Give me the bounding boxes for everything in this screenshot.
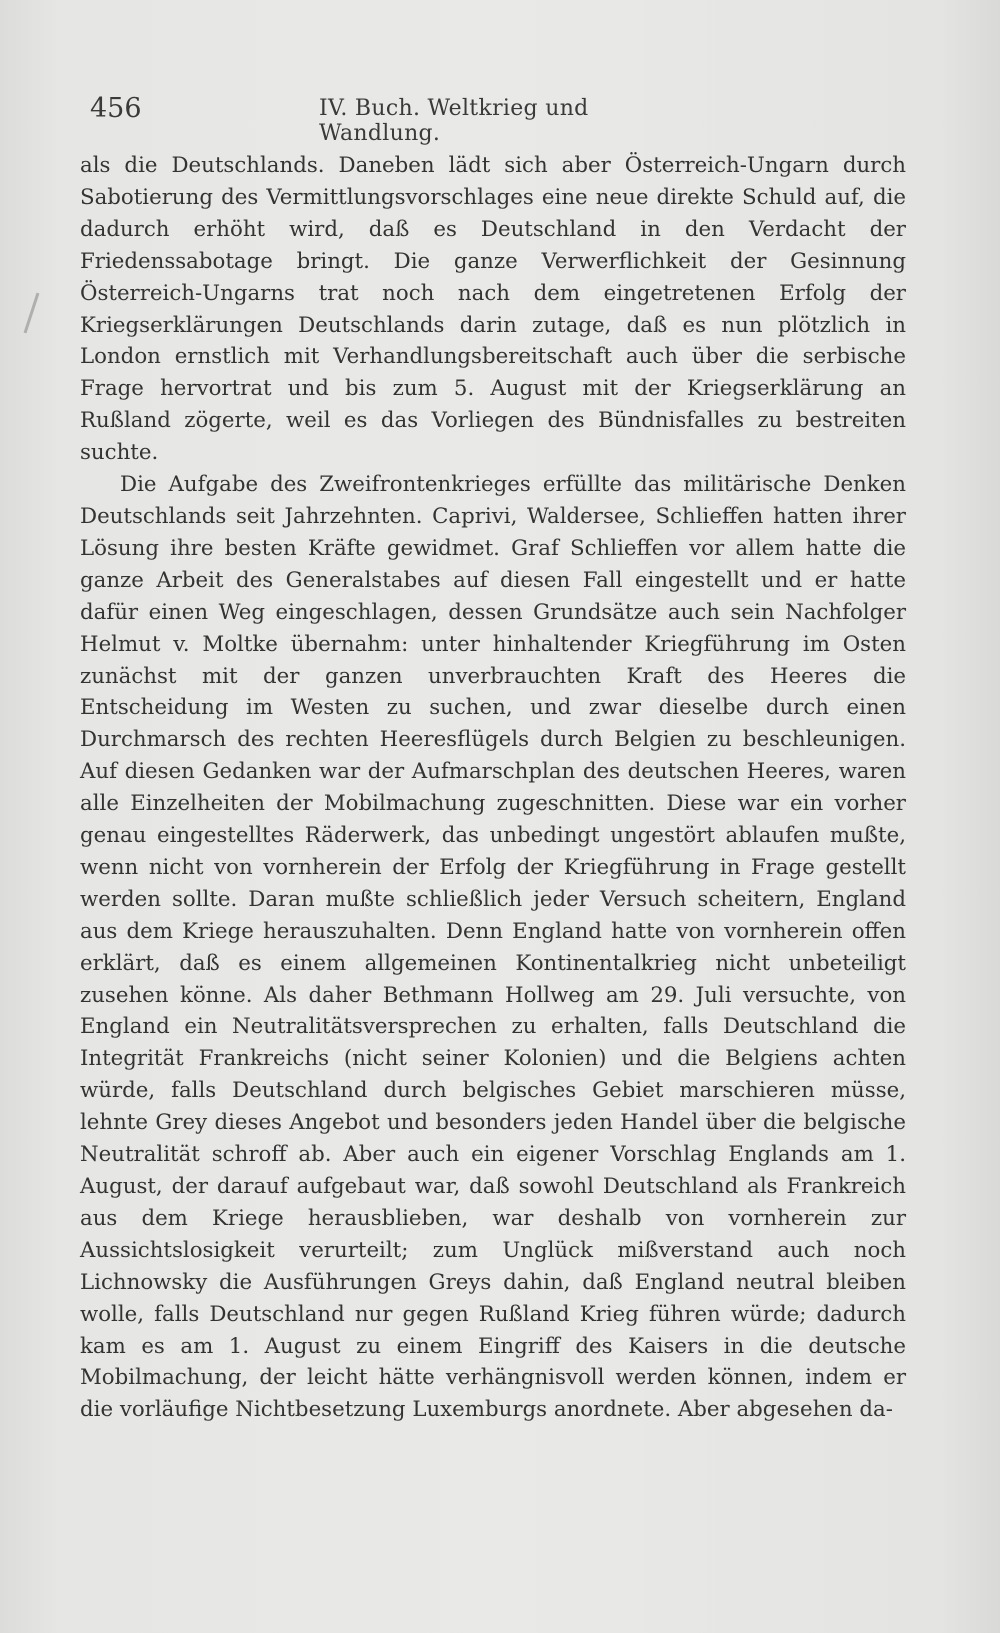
body-text [80, 150, 906, 1426]
running-head: IV. Buch. Weltkrieg und Wandlung. [319, 96, 589, 146]
paragraph-continuation: als die Deutschlands. Daneben lädt sich aber Österreich-Ungarn durch Sabotierung des Vermittlungsvorschlages eine neue direkte Schuld auf, die dadurch erhöht wird, daß es Deutschland in den Verdacht der Friedenssabotage bringt. Die ganze Verwerflichkeit der Gesinnung Österreich-Ungarns trat noch nach dem eingetretenen Erfolg der Kriegserklärungen Deutschlands darin zutage, daß es nun plötzlich in London ernstlich mit Verhandlungsbereitschaft auch über die serbische Frage hervortrat und bis zum 5. August mit der Kriegserklärung an Rußland zögerte, weil es das Vorliegen des Bündnisfalles zu bestreiten suchte. [80, 153, 906, 466]
margin-pencil-mark [24, 293, 40, 334]
paragraph: Die Aufgabe des Zweifrontenkrieges erfüllte das militärische Denken Deutschlands seit Jahrzehnten. Caprivi, Waldersee, Schlieffen hatten ihrer Lösung ihre besten Kräfte gewidmet. Graf Schlieffen vor allem hatte die ganze Arbeit des Generalstabes auf diesen Fall eingestellt und er hatte dafür einen Weg eingeschlagen, dessen Grundsätze auch sein Nachfolger Helmut v. Moltke übernahm: unter hinhaltender Kriegführung im Osten zunächst mit der ganzen unverbrauchten Kraft des Heeres die Entscheidung im Westen zu suchen, und zwar dieselbe durch einen Durchmarsch des rechten Heeresflügels durch Belgien zu beschleunigen. Auf diesen Gedanken war der Aufmarschplan des deutschen Heeres, waren alle Einzelheiten der Mobilmachung zugeschnitten. Diese war ein vorher genau eingestelltes Räderwerk, das unbedingt ungestört ablaufen mußte, wenn nicht von vornherein der Erfolg der Kriegführung in Frage gestellt werden sollte. Daran mußte schließlich jeder Versuch scheitern, England aus dem Kriege herauszuhalten. Denn England hatte von vornherein offen erklärt, daß es einem allgemeinen Kontinentalkrieg nicht unbeteiligt zusehen könne. Als daher Bethmann Hollweg am 29. Juli versuchte, von England ein Neutralitätsversprechen zu erhalten, falls Deutschland die Integrität Frankreichs (nicht seiner Kolonien) und die Belgiens achten würde, falls Deutschland durch belgisches Gebiet marschieren müsse, lehnte Grey dieses Angebot und besonders jeden Handel über die belgische Neutralität schroff ab. Aber auch ein eigener Vorschlag Englands am 1. August, der darauf aufgebaut war, daß sowohl Deutschland als Frankreich aus dem Kriege herausblieben, war deshalb von vornherein zur Aussichtslosigkeit verurteilt; zum Unglück mißverstand auch noch Lichnowsky die Ausführungen Greys dahin, daß England neutral bleiben wolle, falls Deutschland nur gegen Rußland Krieg führen würde; dadurch kam es am 1. August zu einem Eingriff des Kaisers in die deutsche Mobilmachung, der leicht hätte verhängnisvoll werden können, indem er die vorläufige Nichtbesetzung Luxemburgs anordnete. Aber abgesehen da- [80, 472, 906, 1423]
page-header [90, 93, 650, 146]
page-number: 456 [90, 93, 142, 124]
